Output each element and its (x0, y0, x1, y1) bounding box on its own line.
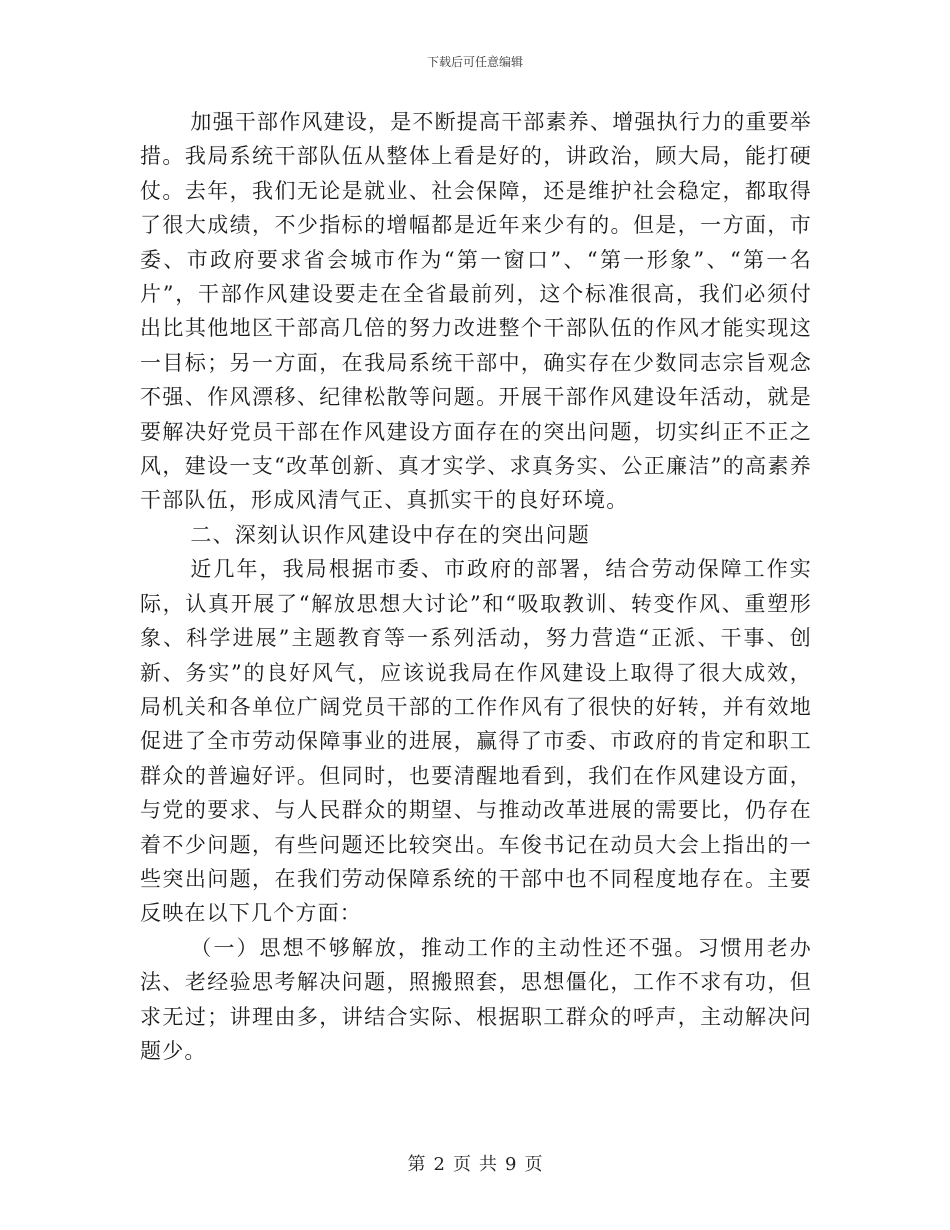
document-body (140, 105, 812, 1068)
footer-total-pages: 9 (505, 1154, 517, 1175)
footer-page-suffix: 页 (524, 1154, 543, 1175)
footer-page-number: 2 (433, 1154, 445, 1175)
paragraph-progress: 近几年，我局根据市委、市政府的部署，结合劳动保障工作实际，认真开展了“解放思想大讨论”和“吸取教训、转变作风、重塑形象、科学进展”主题教育等一系列活动，努力营造“正派、干事、创新、务实”的良好风气，应该说我局在作风建设上取得了很大成效，局机关和各单位广阔党员干部的工作作风有了很快的好转，并有效地促进了全市劳动保障事业的进展，赢得了市委、市政府的肯定和职工群众的普遍好评。但同时，也要清醒地看到，我们在作风建设方面，与党的要求、与人民群众的期望、与推动改革进展的需要比，仍存在着不少问题，有些问题还比较突出。车俊书记在动员大会上指出的一些突出问题，在我们劳动保障系统的干部中也不同程度地存在。主要反映在以下几个方面： (140, 557, 812, 926)
paragraph-intro: 加强干部作风建设，是不断提高干部素养、增强执行力的重要举措。我局系统干部队伍从整体上看是好的，讲政治，顾大局，能打硬仗。去年，我们无论是就业、社会保障，还是维护社会稳定，都取得了很大成绩，不少指标的增幅都是近年来少有的。但是，一方面，市委、市政府要求省会城市作为“第一窗口”、“第一形象”、“第一名片”，干部作风建设要走在全省最前列，这个标准很高，我们必须付出比其他地区干部高几倍的努力改进整个干部队伍的作风才能实现这一目标；另一方面，在我局系统干部中，确实存在少数同志宗旨观念不强、作风漂移、纪律松散等问题。开展干部作风建设年活动，就是要解决好党员干部在作风建设方面存在的突出问题，切实纠正不正之风，建设一支“改革创新、真才实学、求真务实、公正廉洁”的高素养干部队伍，形成风清气正、真抓实干的良好环境。 (140, 110, 812, 513)
page-header: 下载后可任意编辑 (426, 55, 523, 69)
footer-page-mid: 页 (453, 1154, 471, 1175)
section-heading: 二、深刻认识作风建设中存在的突出问题 (190, 522, 590, 547)
page-footer (0, 1153, 950, 1177)
footer-total-label: 共 (479, 1154, 497, 1175)
footer-page-prefix: 第 (407, 1154, 426, 1175)
paragraph-point-one: （一）思想不够解放，推动工作的主动性还不强。习惯用老办法、老经验思考解决问题，照搬照套，思想僵化，工作不求有功，但求无过；讲理由多，讲结合实际、根据职工群众的呼声，主动解决问题少。 (140, 935, 812, 1063)
